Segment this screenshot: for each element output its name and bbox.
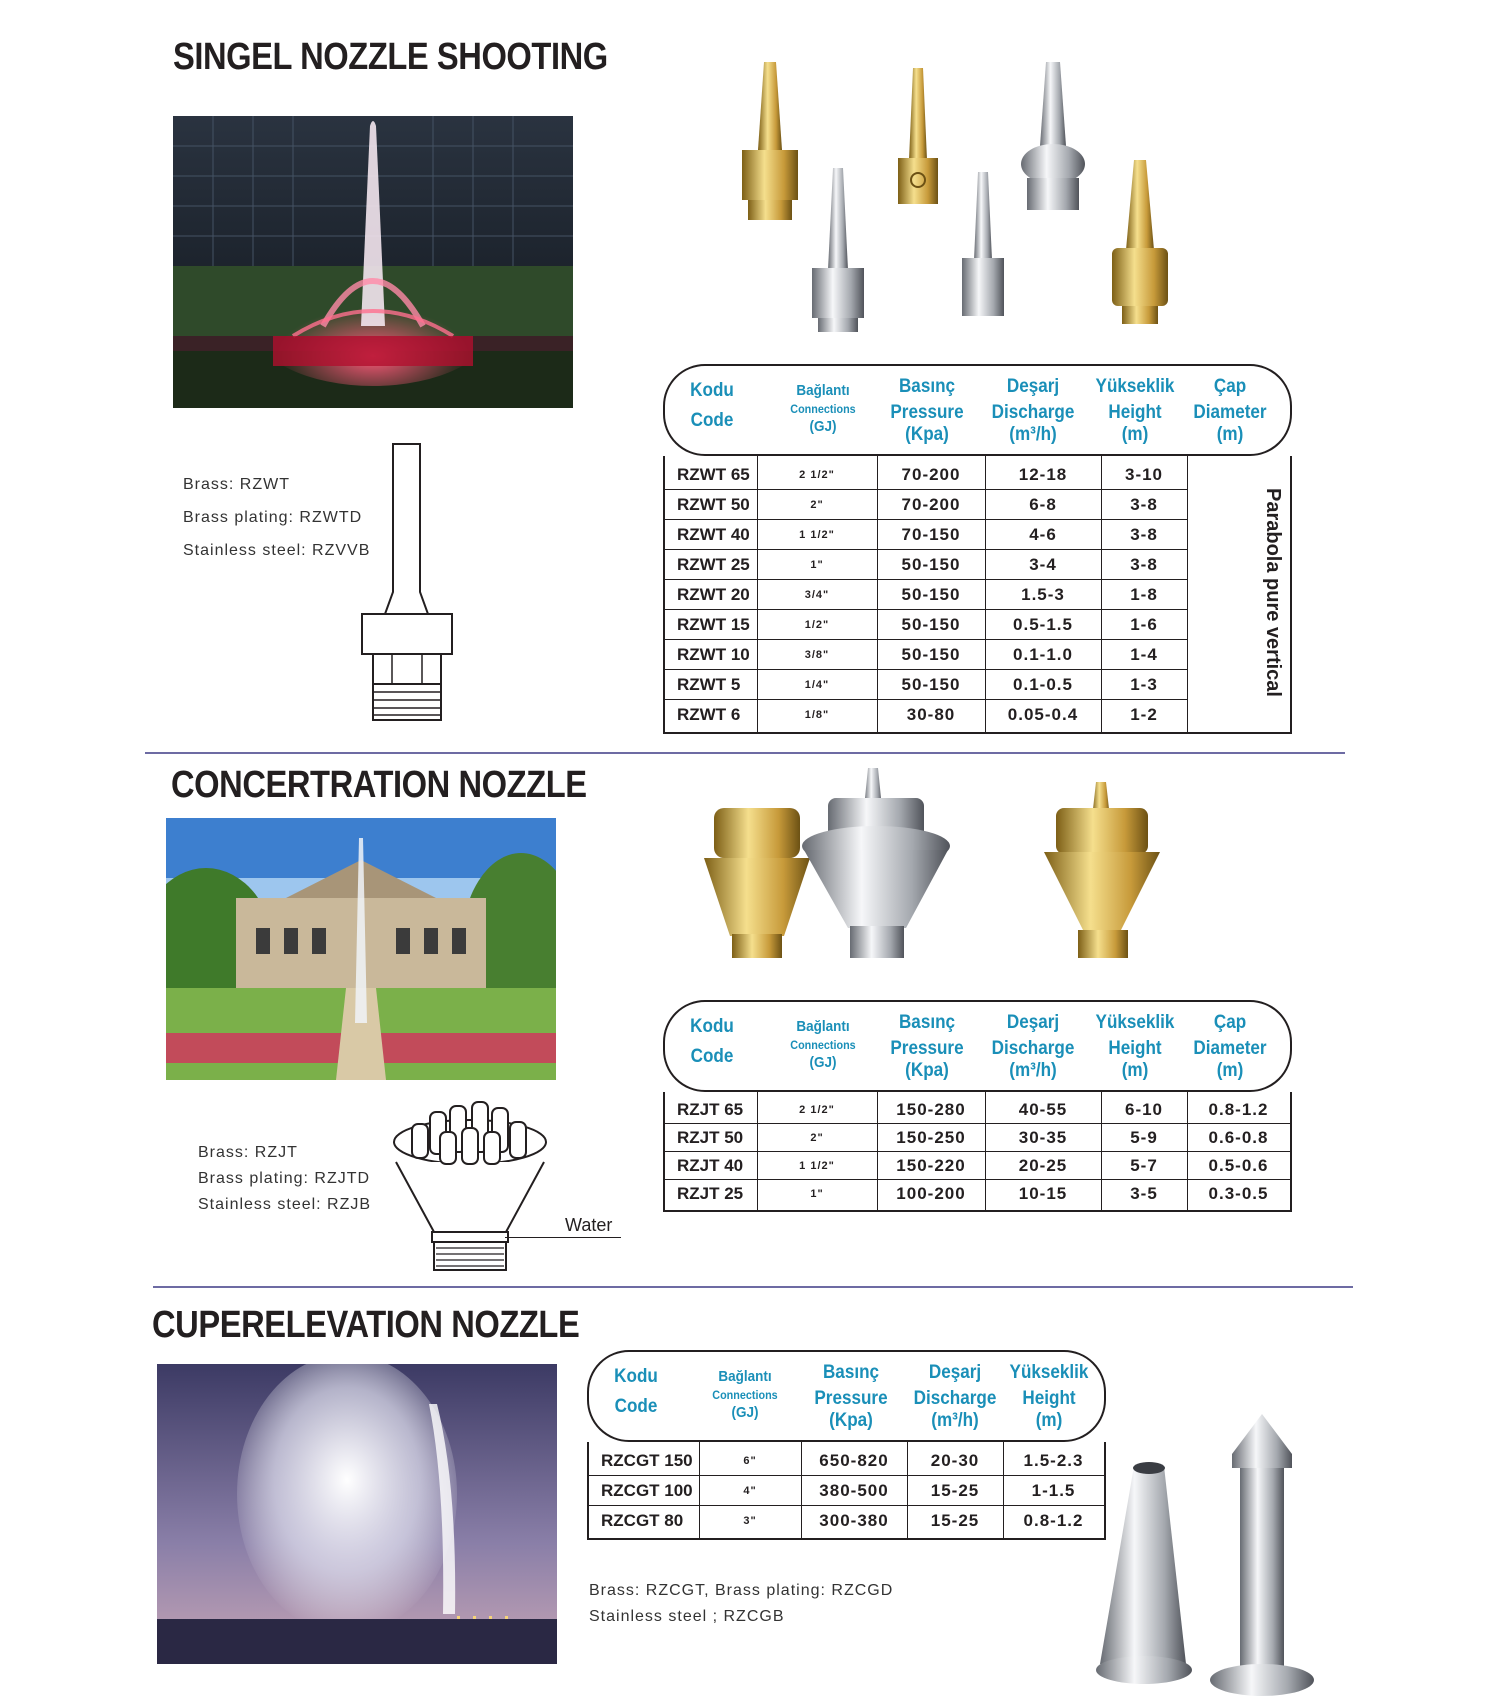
table-row — [589, 1446, 1104, 1476]
cell-code: RZWT 10 — [677, 644, 750, 664]
cell-conn: 1/8" — [804, 709, 830, 721]
palace-fountain-photo — [166, 818, 556, 1080]
cell-height: 6-10 — [1124, 1099, 1164, 1119]
code-stainless: Stainless steel: RZJB — [198, 1196, 372, 1213]
header-diameter: Çap Diameter (m) — [1193, 376, 1267, 445]
cell-discharge: 0.1-1.0 — [1013, 644, 1073, 664]
code-stainless: Stainless steel ; RZCGB — [589, 1608, 785, 1625]
header-diameter: Çap Diameter (m) — [1193, 1012, 1267, 1081]
code-brass-plating: Brass plating: RZWTD — [183, 509, 363, 526]
spec-table-cuperelevation — [587, 1350, 1106, 1540]
cell-pressure: 50-150 — [901, 674, 961, 694]
cell-code: RZCGT 100 — [601, 1480, 693, 1500]
material-codes-cuperelevation — [589, 1578, 893, 1630]
cell-discharge: 20-30 — [930, 1450, 980, 1470]
spec-table-single — [663, 364, 1292, 734]
section-title-concentration: CONCERTRATION NOZZLE — [171, 764, 587, 806]
cell-discharge: 1.5-3 — [1021, 584, 1065, 604]
cell-pressure: 380-500 — [819, 1480, 889, 1500]
header-code: Kodu Code — [690, 1016, 734, 1067]
cell-conn: 2" — [810, 1131, 824, 1144]
cell-discharge: 3-4 — [1029, 554, 1057, 574]
cell-height: 3-5 — [1130, 1184, 1158, 1203]
cell-discharge: 12-18 — [1018, 464, 1068, 484]
table-row — [665, 580, 1187, 610]
cell-height: 1-2 — [1130, 705, 1158, 724]
cell-discharge: 30-35 — [1018, 1127, 1068, 1147]
cell-pressure: 50-150 — [901, 644, 961, 664]
cell-conn: 1 1/2" — [799, 528, 835, 541]
cell-code: RZWT 15 — [677, 614, 750, 634]
cell-height: 1.5-2.3 — [1023, 1450, 1084, 1470]
table-row — [665, 460, 1187, 490]
cell-conn: 2 1/2" — [799, 468, 835, 481]
cell-conn: 1/2" — [804, 618, 830, 631]
header-discharge: Deşarj Discharge (m³/h) — [913, 1362, 997, 1431]
cell-code: RZJT 40 — [677, 1155, 744, 1175]
code-stainless: Stainless steel: RZVVB — [183, 542, 371, 559]
cell-pressure: 30-80 — [906, 705, 956, 724]
table-header — [663, 1000, 1292, 1092]
divider-1 — [145, 752, 1345, 754]
cell-diameter: 0.5-0.6 — [1208, 1155, 1269, 1175]
cell-pressure: 100-200 — [896, 1184, 966, 1203]
cell-discharge: 15-25 — [930, 1480, 980, 1500]
header-connections: Bağlantı Connections (GJ) — [790, 382, 856, 435]
cell-pressure: 150-250 — [896, 1127, 966, 1147]
header-pressure: Basınç Pressure (Kpa) — [890, 376, 964, 445]
table-row — [665, 520, 1187, 550]
cell-conn: 2 1/2" — [799, 1103, 835, 1116]
code-brass-plating: Brass plating: RZJTD — [198, 1170, 371, 1187]
cell-height: 3-8 — [1130, 494, 1158, 514]
cell-conn: 3/8" — [804, 648, 830, 661]
table-header — [587, 1350, 1106, 1442]
cell-pressure: 50-150 — [901, 614, 961, 634]
table-row — [665, 610, 1187, 640]
code-brass: Brass: RZCGT, Brass plating: RZCGD — [589, 1582, 894, 1599]
cell-code: RZWT 25 — [677, 554, 750, 574]
header-height: Yükseklik Height (m) — [1009, 1362, 1089, 1431]
concentration-nozzle-drawing — [390, 1092, 560, 1279]
cell-conn: 1 1/2" — [799, 1159, 835, 1172]
cell-pressure: 70-200 — [901, 494, 961, 514]
cell-code: RZJT 50 — [677, 1127, 744, 1147]
cell-height: 3-8 — [1130, 554, 1158, 574]
single-nozzle-drawing — [360, 442, 460, 727]
table-row — [589, 1506, 1104, 1536]
header-discharge: Deşarj Discharge (m³/h) — [991, 376, 1075, 445]
cell-discharge: 20-25 — [1018, 1155, 1068, 1175]
table-row — [665, 1124, 1290, 1152]
cell-conn: 2" — [810, 498, 824, 511]
cell-code: RZWT 6 — [677, 705, 741, 724]
jet-fountain-photo — [157, 1364, 557, 1664]
header-pressure: Basınç Pressure (Kpa) — [890, 1012, 964, 1081]
cell-discharge: 4-6 — [1029, 524, 1057, 544]
table-row — [665, 640, 1187, 670]
cell-discharge: 0.05-0.4 — [1007, 705, 1079, 724]
cell-code: RZWT 5 — [677, 674, 741, 694]
cell-discharge: 40-55 — [1018, 1099, 1068, 1119]
cell-pressure: 50-150 — [901, 554, 961, 574]
cell-pressure: 70-150 — [901, 524, 961, 544]
cell-diameter: 0.6-0.8 — [1208, 1127, 1269, 1147]
table-body — [663, 456, 1292, 734]
cell-pressure: 70-200 — [901, 464, 961, 484]
cell-height: 5-7 — [1130, 1155, 1158, 1175]
header-height: Yükseklik Height (m) — [1095, 1012, 1175, 1081]
cell-height: 1-1.5 — [1031, 1480, 1076, 1500]
cell-conn: 6" — [743, 1454, 757, 1467]
cell-height: 3-10 — [1124, 464, 1164, 484]
cell-conn: 3" — [743, 1515, 757, 1527]
cell-height: 1-3 — [1130, 674, 1158, 694]
code-brass: Brass: RZJT — [198, 1144, 298, 1161]
table-row — [665, 1096, 1290, 1124]
divider-2 — [153, 1286, 1353, 1288]
cell-conn: 1" — [810, 1188, 824, 1200]
table-row — [665, 700, 1187, 730]
table-header — [663, 364, 1292, 456]
table-body — [587, 1442, 1106, 1540]
section-title-cuperelevation: CUPERELEVATION NOZZLE — [152, 1304, 580, 1346]
cell-pressure: 150-280 — [896, 1099, 966, 1119]
table-body — [663, 1092, 1292, 1212]
header-pressure: Basınç Pressure (Kpa) — [814, 1362, 888, 1431]
cell-conn: 3/4" — [804, 588, 830, 601]
section-title-single-nozzle: SINGEL NOZZLE SHOOTING — [173, 36, 608, 78]
header-discharge: Deşarj Discharge (m³/h) — [991, 1012, 1075, 1081]
table-row — [665, 1152, 1290, 1180]
header-connections: Bağlantı Connections (GJ) — [712, 1368, 778, 1421]
table-row — [665, 550, 1187, 580]
cell-diameter: 0.8-1.2 — [1208, 1099, 1269, 1119]
cell-conn: 1" — [810, 558, 824, 571]
concentration-nozzle-products — [700, 768, 1180, 968]
cell-height: 1-8 — [1130, 584, 1158, 604]
single-nozzle-products — [730, 60, 1200, 340]
header-code: Kodu Code — [614, 1366, 658, 1417]
fountain-photo-red — [173, 116, 573, 408]
table-row — [665, 670, 1187, 700]
header-height: Yükseklik Height (m) — [1095, 376, 1175, 445]
table-row — [665, 1180, 1290, 1208]
cell-code: RZJT 25 — [677, 1184, 744, 1203]
material-codes-concentration — [198, 1140, 371, 1218]
header-connections: Bağlantı Connections (GJ) — [790, 1018, 856, 1071]
cell-discharge: 0.5-1.5 — [1013, 614, 1073, 634]
cell-code: RZJT 65 — [677, 1099, 744, 1119]
cell-pressure: 650-820 — [819, 1450, 889, 1470]
code-brass: Brass: RZWT — [183, 476, 290, 493]
cell-discharge: 15-25 — [930, 1511, 980, 1530]
cell-code: RZWT 65 — [677, 464, 750, 484]
table-row — [589, 1476, 1104, 1506]
cuperelevation-nozzle-products — [1090, 1414, 1320, 1700]
cell-conn: 4" — [743, 1484, 757, 1497]
water-label: Water — [565, 1215, 613, 1235]
cell-code: RZCGT 150 — [601, 1450, 693, 1470]
cell-code: RZCGT 80 — [601, 1511, 684, 1530]
cell-conn: 1/4" — [804, 678, 830, 691]
cell-discharge: 10-15 — [1018, 1184, 1068, 1203]
cell-height: 5-9 — [1130, 1127, 1158, 1147]
water-pointer-line — [505, 1237, 621, 1238]
diameter-note: Parabola pure vertical — [1262, 488, 1284, 697]
table-row — [665, 490, 1187, 520]
cell-code: RZWT 40 — [677, 524, 750, 544]
header-code: Kodu Code — [690, 380, 734, 431]
cell-discharge: 0.1-0.5 — [1013, 674, 1073, 694]
cell-code: RZWT 50 — [677, 494, 750, 514]
cell-diameter: 0.3-0.5 — [1208, 1184, 1269, 1203]
cell-height: 0.8-1.2 — [1023, 1511, 1084, 1530]
cell-pressure: 300-380 — [819, 1511, 889, 1530]
cell-height: 3-8 — [1130, 524, 1158, 544]
cell-discharge: 6-8 — [1029, 494, 1057, 514]
cell-code: RZWT 20 — [677, 584, 750, 604]
cell-pressure: 150-220 — [896, 1155, 966, 1175]
cell-height: 1-6 — [1130, 614, 1158, 634]
spec-table-concentration — [663, 1000, 1292, 1212]
material-codes-single — [183, 468, 370, 567]
cell-height: 1-4 — [1130, 644, 1158, 664]
cell-pressure: 50-150 — [901, 584, 961, 604]
